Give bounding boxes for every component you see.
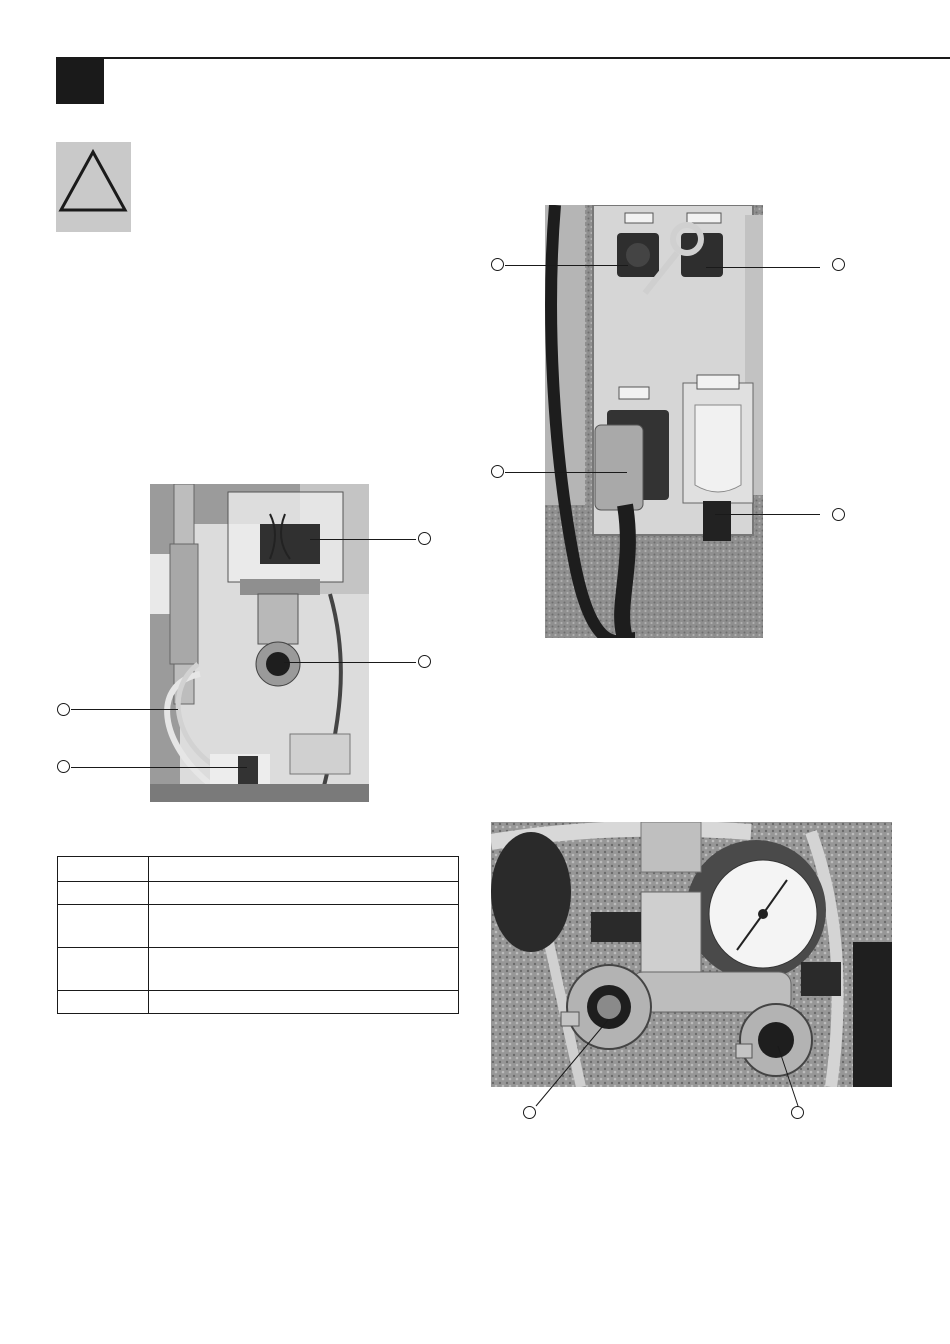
table-cell (149, 991, 459, 1014)
table-cell (149, 948, 459, 991)
table-cell (58, 905, 149, 948)
callout (418, 655, 431, 668)
table-row (58, 991, 459, 1014)
callout (832, 258, 845, 271)
photo-pressure-switch (150, 484, 369, 802)
table-header-cell (149, 857, 459, 882)
leader-line (505, 472, 627, 473)
leader-line (284, 662, 416, 663)
leader-line (71, 767, 247, 768)
table-row (58, 948, 459, 991)
table-cell (149, 905, 459, 948)
table-row (58, 905, 459, 948)
leader-line (310, 539, 416, 540)
leader-line (530, 1018, 610, 1108)
table-cell (58, 991, 149, 1014)
table-header-cell (58, 857, 149, 882)
leader-line (505, 265, 628, 266)
table-cell (58, 948, 149, 991)
warning-box (56, 142, 131, 232)
leader-line (715, 514, 820, 515)
callout (491, 465, 504, 478)
callout (832, 508, 845, 521)
callout (491, 258, 504, 271)
table-row (58, 882, 459, 905)
leader-line (776, 1044, 802, 1108)
photo-electrical-panel (545, 205, 763, 638)
warning-triangle-icon (56, 142, 131, 232)
table-header-row (58, 857, 459, 882)
spec-table (57, 856, 459, 1014)
table-cell (149, 882, 459, 905)
callout (418, 532, 431, 545)
callout (57, 760, 70, 773)
table-cell (58, 882, 149, 905)
leader-line (706, 267, 820, 268)
header-rule (56, 57, 950, 59)
callout (57, 703, 70, 716)
chapter-marker (56, 58, 104, 104)
leader-line (71, 709, 178, 710)
